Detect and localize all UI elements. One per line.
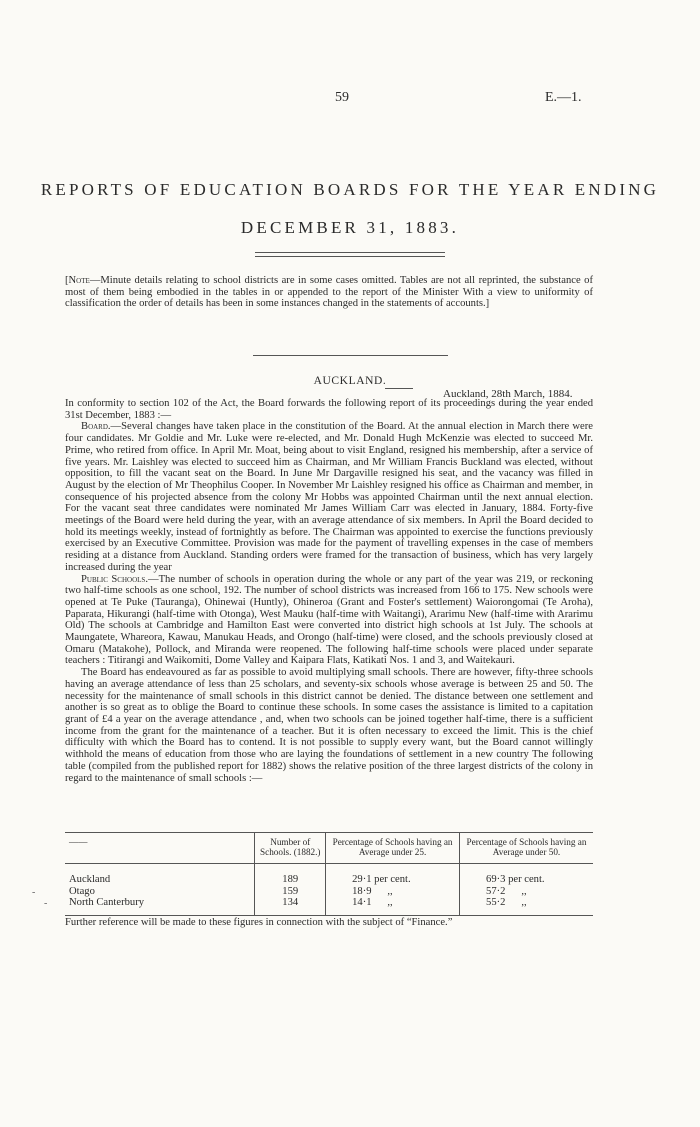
divider-rule <box>255 256 445 257</box>
table-cell: North Canterbury <box>69 897 145 909</box>
divider-rule <box>255 252 445 253</box>
section-heading: AUCKLAND. <box>313 375 387 387</box>
note-text: —Minute details relating to school districts are in some cases omitted. Tables are not all reprinted, the substance of most of them being embodied in the tables in or appended to the report of the Minister With a view to uniformity of classification the order of details has been in some instances changed in the statements of accounts.] <box>65 275 593 310</box>
page-number: 59 <box>335 90 349 105</box>
board-text: .—Several changes have taken place in the constitution of the Board. At the annual election in March there were four candidates. Mr Goldie and Mr. Luke were re-elected, and Mr. Donald Hugh McKenzie was elected to succeed Mr. Prime, who retired from office. In April Mr. Moat, being about to visit England, resigned his membership, after a service of five years. Mr. Laishley was elected to succeed him as Chairman, and Mr William Francis Buckland was elected, without opposition, to fill the vacant seat on the Board. In June Mr Dargaville resigned his seat, and the vacancy was filled in August by the election of Mr Theophilus Cooper. In November Mr Laishley resigned his office as Chairman and member, in consequence of his projected absence from the colony Mr Hobbs was appointed Chairman until the next annual election. For the vacant seat three candidates were nominated Mr James William Carr was elected in January, 1884. Forty-five meetings of the Board were held during the year, with an average attendance of six members. In April the Board decided to hold its meetings weekly, instead of fortnightly as before. The Chairman was appointed to exercise the functions previously exercised by an Executive Committee. Provision was made for the payment of travelling expenses in the case of members residing at a distance from Auckland. Standing orders were framed for the transaction of business, which has very largely increased during the year <box>65 421 593 573</box>
document-reference: E.—1. <box>545 90 582 105</box>
board-label: Board <box>81 421 108 433</box>
divider-rule <box>253 355 448 356</box>
divider-rule <box>385 388 413 389</box>
report-body <box>65 398 593 784</box>
closing-sentence: Further reference will be made to these figures in connection with the subject of “Finance.” <box>65 917 453 928</box>
note-label: Note <box>68 275 90 286</box>
table-header-row <box>65 833 593 864</box>
report-title-line-1: REPORTS OF EDUCATION BOARDS FOR THE YEAR ENDING <box>40 180 660 199</box>
table-cell: 159 <box>255 886 326 898</box>
table-cell: 189 <box>255 874 326 886</box>
margin-mark: - <box>44 898 48 909</box>
schools-paragraph <box>65 574 593 668</box>
table-header-cell: Number of Schools. (1882.) <box>255 833 326 864</box>
table-cell: Otago <box>69 885 95 897</box>
board-paragraph <box>65 421 593 573</box>
table-cell: 29·1 per cent. <box>326 874 460 886</box>
table-header-cell: Percentage of Schools having an Average under 25. <box>326 833 460 864</box>
report-title-line-2: DECEMBER 31, 1883. <box>240 218 460 237</box>
schools-text: .—The number of schools in operation during the whole or any part of the year was 219, or reckoning two half-time schools as one school, 192. The number of school districts was increased from 166 to 175. New schools were opened at Te Puke (Tauranga), Ohinewai (Huntly), Ohineroa (Grant and Foster's settlement) Waiorongomai (Te Aroha), Paparata, Hikurangi (half-time with Otonga), West Mauku (half-time with Waitangi), Ararimu New (half-time with Ararimu Old) The schools at Cambridge and Hamilton East were converted into district high schools at 1st July. The schools at Maungatete, Whareora, Kawau, Manukau Heads, and Orongo (half-time) were closed, and the schools previously closed at Omaru (Matakohe), Pollock, and Miranda were reopened. The following half-time schools were placed under separate teachers : Titirangi and Waikomiti, Dome Valley and Kaipara Flats, Katikati Nos. 1 and 3, and Waitekauri. <box>65 573 594 667</box>
table-cell: 69·3 per cent. <box>460 874 593 886</box>
table-cell: 55·2 ,, <box>460 897 593 915</box>
table-cell: 57·2 ,, <box>460 886 593 898</box>
schools-label: Public Schools <box>81 573 146 585</box>
table-cell: 18·9 ,, <box>326 886 460 898</box>
table-cell: Auckland <box>69 874 111 885</box>
intro-paragraph: In conformity to section 102 of the Act, the Board forwards the following report of its proceedings during the year ended 31st December, 1883 :— <box>65 398 593 421</box>
table-header-cell: —— <box>69 837 88 847</box>
editorial-note: [Note—Minute details relating to school districts are in some cases omitted. Tables are not all reprinted, the substance of most of them being embodied in the tables in or appended to the report of the Minister With a view to uniformity of classification the order of details has been in some instances changed in the statements of accounts.] <box>65 275 593 310</box>
small-schools-table <box>65 832 593 916</box>
table-spacer-row <box>65 864 593 875</box>
table-row <box>65 886 593 898</box>
dateline: Auckland, 28th March, 1884. <box>443 388 573 400</box>
table-cell: 134 <box>255 897 326 915</box>
margin-mark: - <box>32 887 36 898</box>
page-header <box>0 90 700 110</box>
table-row <box>65 897 593 915</box>
small-schools-paragraph: The Board has endeavoured as far as possible to avoid multiplying small schools. There are however, fifty-three schools having an average attendance of less than 25 scholars, and seventy-six schools whose average is between 25 and 50. The necessity for the maintenance of small schools in this district cannot be denied. The distance between one settlement and another is so great as to oblige the Board to continue these schools. In some cases the assistance is limited to a capitation grant of £4 a year on the average attendance , and, when two schools can be joined together half-time, there is a sufficient income from the grant for the maintenance of a teacher. But it is often necessary to exceed the limit. This is the chief difficulty with which the Board has to contend. It is not possible to supply every want, but the Board cannot willingly withhold the means of education from those who are laying the foundations of settlement in a new country The following table (compiled from the published report for 1882) shows the relative position of the three largest districts of the colony in regard to the maintenance of small schools :— <box>65 667 593 784</box>
table-row <box>65 874 593 886</box>
table-header-cell: Percentage of Schools having an Average under 50. <box>460 833 593 864</box>
table-cell: 14·1 ,, <box>326 897 460 915</box>
